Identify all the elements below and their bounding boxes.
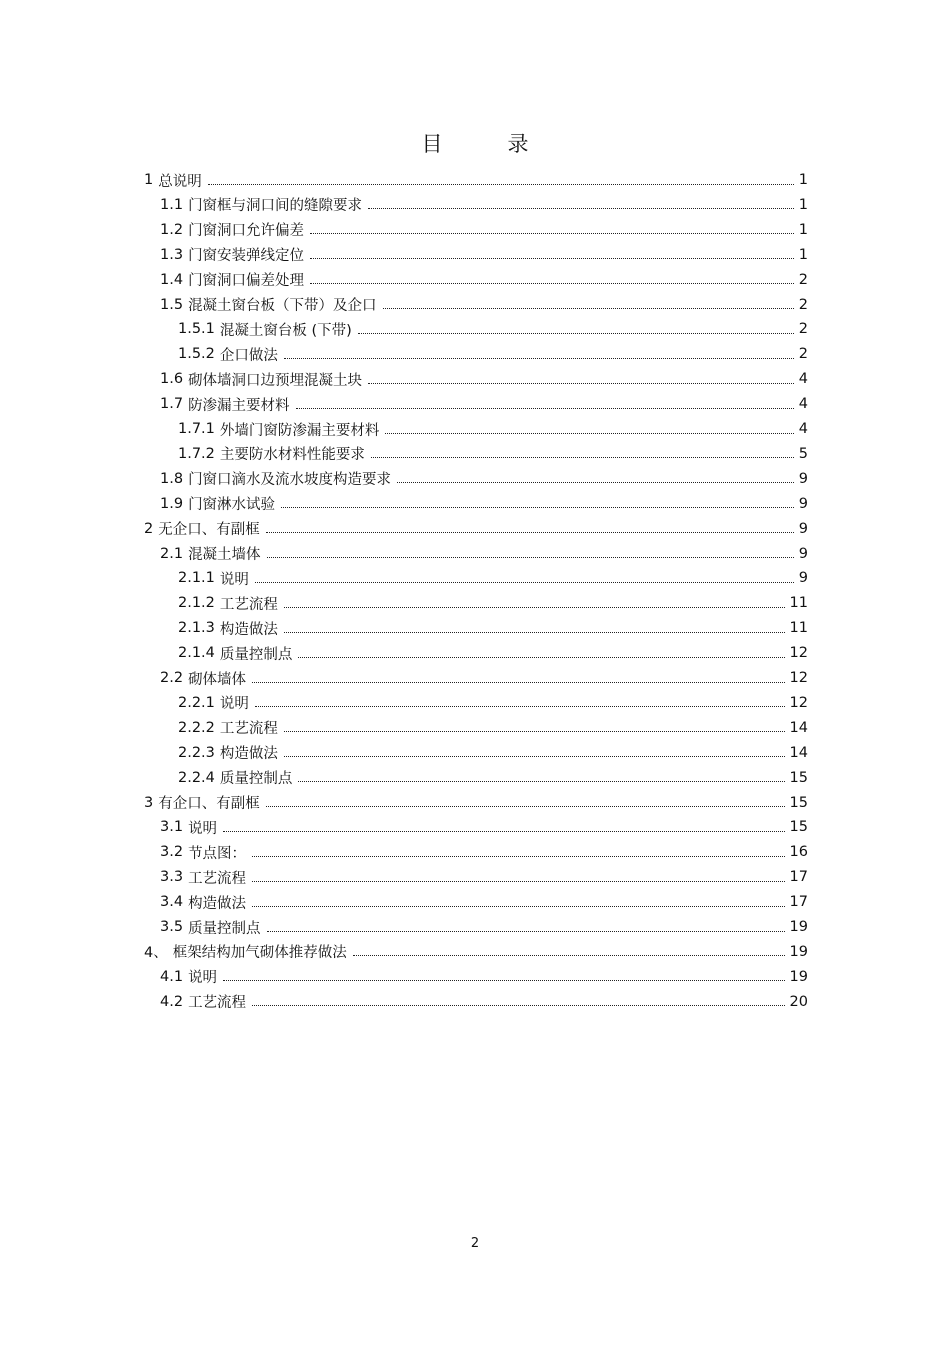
toc-entry[interactable]	[178, 417, 808, 441]
toc-leader-dots	[284, 593, 785, 608]
toc-entry[interactable]	[160, 243, 808, 267]
toc-entry-number: 4.1	[160, 968, 184, 985]
toc-entry-number: 4.2	[160, 993, 184, 1010]
toc-entry[interactable]	[160, 193, 808, 217]
toc-leader-dots	[252, 842, 784, 857]
toc-entry[interactable]	[160, 815, 808, 839]
toc-entry-page: 19	[789, 919, 808, 935]
toc-entry[interactable]	[160, 542, 808, 566]
toc-leader-dots	[266, 518, 794, 533]
toc-entry[interactable]	[178, 741, 808, 765]
toc-leader-dots	[255, 568, 794, 583]
toc-entry-label: 门窗洞口允许偏差	[188, 223, 305, 240]
toc-entry-number: 1.7	[160, 396, 184, 413]
toc-entry-page: 4	[798, 421, 808, 437]
toc-entry-label: 砌体墙洞口边预埋混凝土块	[188, 372, 363, 389]
page-number: 2	[470, 1236, 480, 1251]
toc-entry-page: 9	[798, 470, 808, 487]
toc-entry-number: 1.7.1	[178, 421, 215, 437]
toc-entry-page: 4	[798, 396, 808, 413]
toc-leader-dots	[353, 941, 785, 956]
toc-leader-dots	[252, 668, 784, 683]
toc-leader-dots	[310, 244, 794, 259]
toc-entry-number: 1.1	[160, 196, 184, 213]
toc-entry[interactable]	[160, 965, 808, 989]
toc-leader-dots	[358, 319, 794, 334]
toc-entry[interactable]	[178, 442, 808, 466]
toc-entry-number: 1.7.2	[178, 445, 215, 462]
toc-entry-page: 2	[798, 296, 808, 313]
toc-leader-dots	[298, 643, 784, 658]
toc-leader-dots	[284, 618, 785, 633]
toc-entry[interactable]	[178, 317, 808, 341]
toc-entry[interactable]	[160, 865, 808, 889]
toc-leader-dots	[296, 394, 794, 409]
toc-entry-page: 17	[789, 869, 808, 886]
toc-entry[interactable]	[160, 367, 808, 391]
toc-leader-dots	[223, 966, 784, 981]
toc-entry-label: 质量控制点	[219, 646, 293, 663]
toc-entry-page: 15	[789, 819, 808, 836]
toc-entry-page: 19	[789, 943, 808, 960]
toc-leader-dots	[266, 792, 785, 807]
toc-entry[interactable]	[160, 492, 808, 516]
toc-entry-label: 总说明	[158, 173, 202, 190]
toc-leader-dots	[208, 170, 794, 185]
toc-leader-dots	[223, 817, 784, 832]
toc-entry-page: 2	[798, 271, 808, 288]
toc-entry-page: 11	[789, 620, 808, 637]
toc-entry-page: 16	[789, 844, 808, 861]
toc-entry-label: 说明	[188, 970, 218, 987]
toc-leader-dots	[298, 767, 784, 782]
toc-entry-page: 5	[798, 445, 808, 462]
toc-entry-page: 20	[789, 993, 808, 1010]
toc-entry[interactable]	[160, 840, 808, 864]
toc-entry[interactable]	[160, 890, 808, 914]
toc-entry-label: 企口做法	[219, 347, 278, 364]
toc-entry[interactable]	[160, 990, 808, 1014]
toc-entry[interactable]	[178, 716, 808, 740]
toc-leader-dots	[371, 443, 794, 458]
toc-leader-dots	[252, 892, 784, 907]
toc-entry-label: 构造做法	[219, 621, 278, 638]
toc-leader-dots	[397, 468, 794, 483]
toc-entry-page: 14	[789, 719, 808, 736]
toc-entry-page: 1	[798, 221, 808, 238]
toc-leader-dots	[368, 194, 794, 209]
toc-entry-page: 12	[789, 670, 808, 686]
toc-entry-page: 19	[789, 968, 808, 985]
toc-entry-number: 1.5.2	[178, 346, 215, 363]
toc-entry[interactable]	[160, 467, 808, 491]
toc-entry-page: 9	[798, 520, 808, 537]
toc-leader-dots	[281, 493, 794, 508]
toc-leader-dots	[255, 692, 785, 707]
toc-entry-page: 4	[798, 371, 808, 388]
toc-entry-number: 2.2.2	[178, 719, 215, 736]
toc-entry-label: 防渗漏主要材料	[188, 397, 290, 414]
toc-entry[interactable]	[178, 591, 808, 615]
toc-entry-label: 质量控制点	[219, 771, 293, 788]
toc-entry-number: 1.8	[160, 470, 184, 487]
toc-entry-number: 1.3	[160, 246, 184, 263]
toc-leader-dots	[385, 419, 793, 434]
toc-entry-number: 3.3	[160, 869, 184, 886]
toc-entry-label: 无企口、有副框	[158, 522, 260, 539]
toc-entry-page: 2	[798, 346, 808, 363]
toc-entry-number: 1.9	[160, 495, 184, 512]
toc-leader-dots	[284, 717, 785, 732]
toc-title: 目 录	[421, 132, 551, 156]
toc-entry-number: 3.4	[160, 894, 184, 911]
toc-entry-label: 外墙门窗防渗漏主要材料	[219, 422, 380, 439]
toc-entry-page: 9	[798, 570, 808, 587]
toc-entry-page: 14	[789, 744, 808, 761]
toc-entry-number: 1.5.1	[178, 321, 215, 338]
toc-leader-dots	[252, 991, 784, 1006]
toc-entry-label: 有企口、有副框	[158, 796, 260, 812]
toc-entry[interactable]	[178, 342, 808, 366]
toc-entry-page: 2	[798, 321, 808, 338]
toc-entry-number: 2.1	[160, 545, 184, 562]
toc-entry-number: 3.1	[160, 819, 184, 836]
toc-entry-number: 1.5	[160, 296, 184, 313]
toc-entry-number: 2.1.3	[178, 620, 215, 637]
toc-leader-dots	[310, 269, 794, 284]
toc-entry[interactable]	[178, 641, 808, 665]
toc-leader-dots	[252, 867, 784, 882]
toc-entry-number: 1	[144, 172, 154, 188]
toc-entry[interactable]	[160, 218, 808, 242]
toc-entry[interactable]	[160, 268, 808, 292]
toc-entry-page: 12	[789, 645, 808, 662]
toc-leader-dots	[267, 917, 785, 932]
toc-leader-dots	[383, 294, 794, 309]
toc-entry-number: 1.2	[160, 221, 184, 238]
toc-entry-label: 门窗淋水试验	[188, 497, 276, 514]
toc-entry-page: 12	[789, 694, 808, 711]
toc-entry-label: 工艺流程	[188, 870, 247, 887]
toc-entry[interactable]	[144, 940, 808, 964]
toc-entry[interactable]	[144, 791, 808, 815]
toc-entry-label: 混凝土窗台板（下带）及企口	[188, 298, 377, 314]
toc-entry-label: 说明	[219, 571, 249, 588]
toc-entry-number: 2.2.3	[178, 744, 215, 761]
toc-entry-label: 主要防水材料性能要求	[219, 447, 365, 464]
toc-leader-dots	[310, 219, 794, 234]
toc-entry-page: 1	[798, 196, 808, 213]
toc-entry-label: 说明	[188, 820, 218, 837]
toc-entry-label: 说明	[219, 696, 249, 713]
toc-entry[interactable]	[178, 566, 808, 590]
toc-leader-dots	[267, 543, 794, 558]
toc-entry-number: 2.2	[160, 670, 184, 686]
toc-entry-page: 17	[789, 894, 808, 911]
toc-entry-number: 2	[144, 520, 154, 537]
toc-entry[interactable]	[160, 392, 808, 416]
toc-entry-page: 9	[798, 495, 808, 512]
toc-entry-label: 门窗口滴水及流水坡度构造要求	[188, 472, 392, 489]
toc-entry-page: 15	[789, 769, 808, 786]
toc-entry-page: 9	[798, 545, 808, 562]
toc-entry-label: 门窗洞口偏差处理	[188, 273, 305, 290]
toc-entry-label: 门窗安装弹线定位	[188, 248, 305, 265]
toc-entry-number: 3	[144, 794, 154, 811]
toc-entry-label: 混凝土墙体	[188, 547, 261, 563]
toc-entry-number: 2.1.4	[178, 645, 215, 662]
toc-entry-number: 2.2.4	[178, 769, 215, 786]
toc-entry-label: 混凝土窗台板 (下带)	[219, 322, 352, 339]
toc-entry-label: 工艺流程	[219, 596, 278, 613]
toc-entry-number: 2.1.1	[178, 570, 215, 587]
toc-entry-label: 工艺流程	[188, 995, 247, 1012]
toc-entry-label: 砌体墙体	[188, 671, 247, 688]
toc-entry-number: 3.5	[160, 919, 184, 935]
toc-leader-dots	[368, 369, 794, 384]
toc-entry-page: 1	[798, 246, 808, 263]
toc-entry-label: 框架结构加气砌体推荐做法	[172, 945, 347, 962]
toc-entry-number: 1.4	[160, 271, 184, 288]
toc-entry-number: 2.1.2	[178, 595, 215, 612]
toc-entry-page: 1	[798, 172, 808, 188]
toc-entry-number: 4、	[144, 945, 168, 962]
toc-entry[interactable]	[144, 517, 808, 541]
toc-entry-page: 15	[789, 794, 808, 811]
toc-entry-number: 1.6	[160, 371, 184, 388]
toc-entry[interactable]	[160, 666, 808, 690]
toc-entry-label: 节点图：	[188, 845, 247, 862]
toc-entry[interactable]	[178, 691, 808, 715]
toc-entry-label: 构造做法	[219, 746, 278, 763]
toc-entry-label: 质量控制点	[188, 920, 261, 937]
toc-entry[interactable]	[144, 168, 808, 192]
toc-entry-number: 2.2.1	[178, 694, 215, 711]
toc-entry[interactable]	[178, 616, 808, 640]
toc-entry-page: 11	[789, 595, 808, 612]
toc-entry-label: 构造做法	[188, 895, 247, 912]
toc-entry-number: 3.2	[160, 844, 184, 861]
toc-leader-dots	[284, 742, 785, 757]
toc-entry[interactable]	[160, 293, 808, 317]
toc-entry[interactable]	[160, 915, 808, 939]
toc-entry[interactable]	[178, 766, 808, 790]
toc-entry-label: 门窗框与洞口间的缝隙要求	[188, 198, 363, 215]
toc-leader-dots	[284, 344, 794, 359]
toc-entry-label: 工艺流程	[219, 721, 278, 738]
